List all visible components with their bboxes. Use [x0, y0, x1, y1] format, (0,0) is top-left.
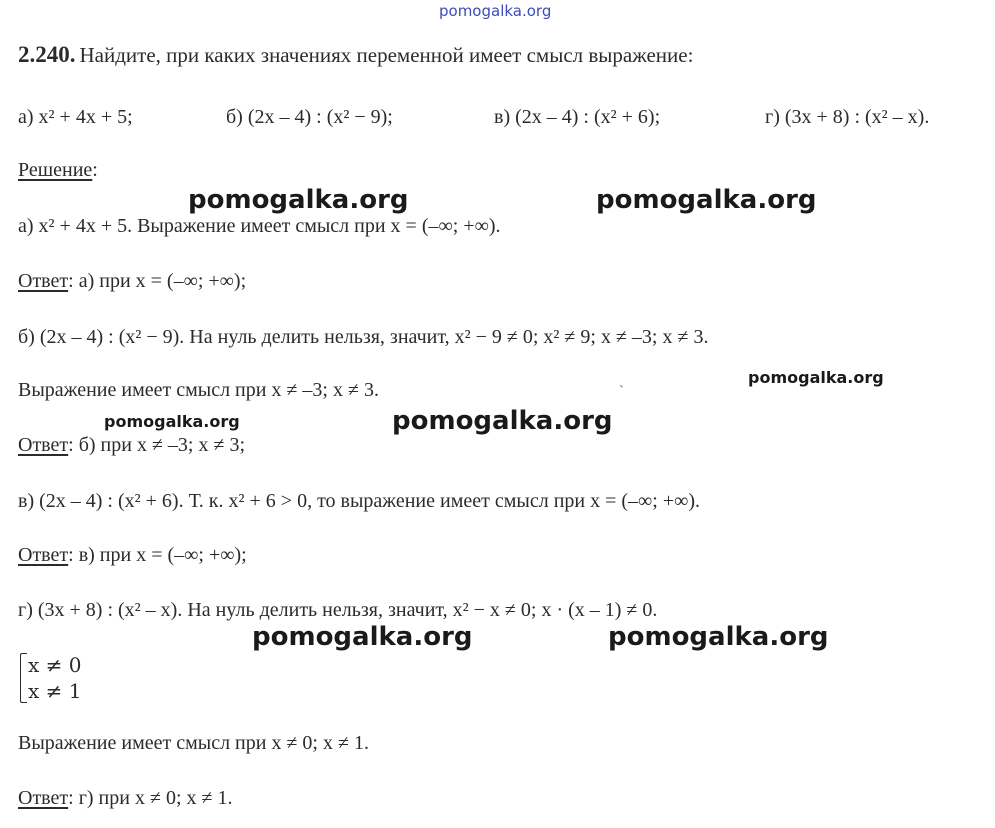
stray-mark: ˋ	[619, 384, 624, 399]
answer-label: Ответ	[18, 434, 69, 456]
solution-v-line: в) (2x – 4) : (x² + 6). Т. к. x² + 6 > 0, то выражение имеет смысл при x = (–∞; +∞).	[18, 490, 701, 512]
watermark: pomogalka.org	[104, 412, 240, 431]
watermark: pomogalka.org	[188, 185, 409, 215]
system-eq-1: x ≠ 0	[28, 653, 82, 677]
answer-v	[18, 543, 247, 567]
solution-b-line: б) (2x – 4) : (x² − 9). На нуль делить нельзя, значит, x² − 9 ≠ 0; x² ≠ 9; x ≠ –3; x ≠ 3.	[18, 326, 709, 348]
task-number: 2.240.	[18, 42, 76, 67]
solution-heading-label: Решение	[18, 159, 93, 181]
solution-g-line2: Выражение имеет смысл при x ≠ 0; x ≠ 1.	[18, 732, 369, 754]
answer-b	[18, 433, 245, 457]
solution-a-line: а) x² + 4x + 5. Выражение имеет смысл при x = (–∞; +∞).	[18, 215, 501, 237]
top-watermark: pomogalka.org	[439, 2, 552, 20]
answer-a	[18, 269, 246, 293]
answer-label: Ответ	[18, 270, 69, 292]
watermark: pomogalka.org	[608, 622, 829, 652]
watermark: pomogalka.org	[748, 368, 884, 387]
system-eq-2: x ≠ 1	[28, 679, 82, 703]
watermark: pomogalka.org	[252, 622, 473, 652]
solution-heading-colon: :	[92, 159, 98, 181]
task-text: Найдите, при каких значениях переменной имеет смысл выражение:	[79, 43, 694, 67]
answer-g-text: : г) при x ≠ 0; x ≠ 1.	[68, 787, 233, 809]
task-item-a: а) x² + 4x + 5;	[18, 106, 133, 128]
watermark: pomogalka.org	[392, 406, 613, 436]
task-item-g: г) (3x + 8) : (x² – x).	[765, 106, 930, 128]
system-bracket	[20, 653, 27, 703]
answer-v-text: : в) при x = (–∞; +∞);	[68, 544, 247, 566]
task-item-v: в) (2x – 4) : (x² + 6);	[494, 106, 661, 128]
solution-g-line: г) (3x + 8) : (x² – x). На нуль делить нельзя, значит, x² − x ≠ 0; x · (x – 1) ≠ 0.	[18, 599, 658, 621]
solution-heading	[18, 158, 98, 182]
task-header	[18, 42, 693, 68]
answer-label: Ответ	[18, 544, 69, 566]
answer-label: Ответ	[18, 787, 69, 809]
answer-g	[18, 786, 232, 810]
answer-a-text: : а) при x = (–∞; +∞);	[68, 270, 247, 292]
answer-b-text: : б) при x ≠ –3; x ≠ 3;	[68, 434, 246, 456]
watermark: pomogalka.org	[596, 185, 817, 215]
solution-b-line2: Выражение имеет смысл при x ≠ –3; x ≠ 3.	[18, 379, 379, 401]
task-item-b: б) (2x – 4) : (x² − 9);	[226, 106, 393, 128]
